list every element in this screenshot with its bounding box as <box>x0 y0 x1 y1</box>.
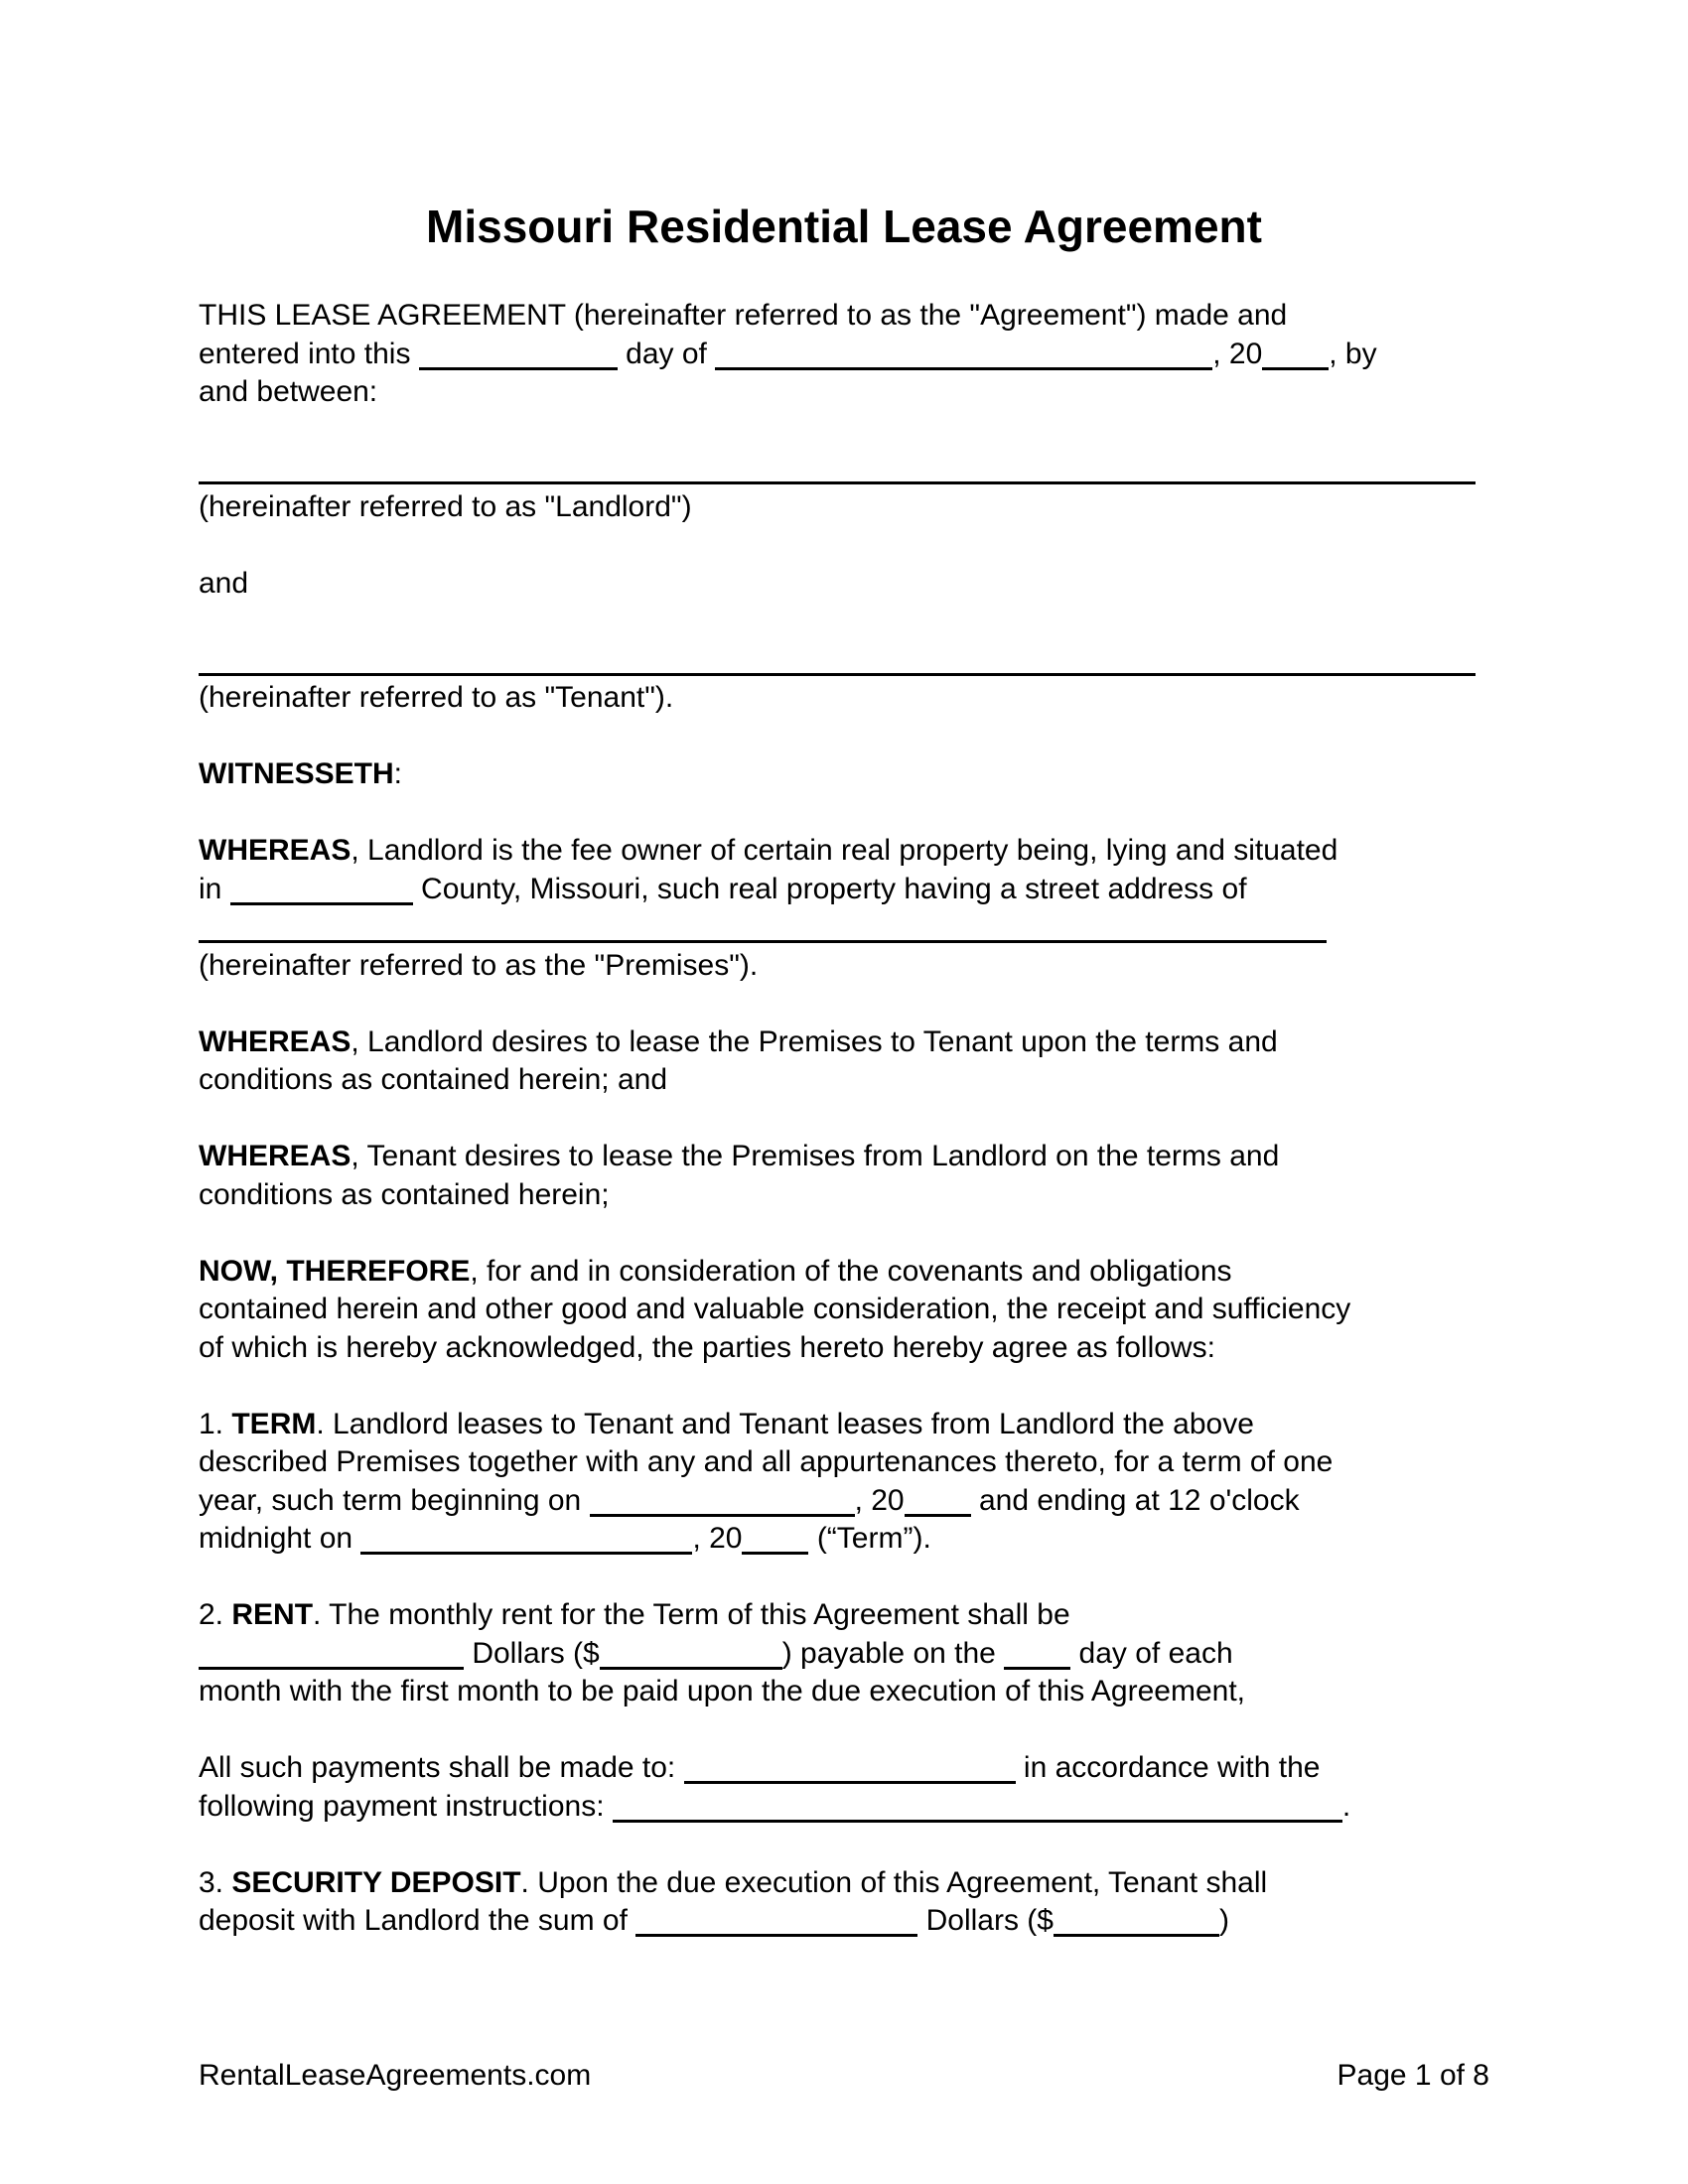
text-line <box>199 1596 1489 1635</box>
text-line <box>199 1138 1489 1176</box>
text-run: . Landlord leases to Tenant and Tenant leases from Landlord the above <box>316 1407 1254 1440</box>
text-line <box>199 641 1489 680</box>
text-run: entered into this <box>199 337 419 370</box>
text-line <box>199 412 1489 451</box>
text-run: , Landlord desires to lease the Premises to Tenant upon the terms and <box>351 1024 1278 1058</box>
text-line <box>199 488 1489 527</box>
text-line <box>199 1635 1489 1674</box>
text-run: deposit with Landlord the sum of <box>199 1904 636 1937</box>
text-line <box>199 297 1489 336</box>
text-line <box>199 755 1489 794</box>
text-run: : <box>393 757 403 790</box>
text-line <box>199 450 1489 488</box>
text-run: . Upon the due execution of this Agreement, Tenant shall <box>520 1865 1268 1899</box>
text-run: TERM <box>231 1407 317 1440</box>
text-run: and <box>199 566 249 600</box>
text-run: County, Missouri, such real property having a street address of <box>412 872 1247 905</box>
fill-in-blank <box>199 673 1476 676</box>
text-run: and ending at 12 o'clock <box>970 1483 1300 1517</box>
text-run: (“Term”). <box>808 1522 931 1555</box>
text-run: 1. <box>199 1407 232 1440</box>
text-run: WHEREAS <box>199 834 352 867</box>
text-line <box>199 336 1489 374</box>
text-line <box>199 1902 1489 1941</box>
text-line <box>199 1559 1489 1597</box>
text-run: WHEREAS <box>199 1140 352 1172</box>
text-run: 2. <box>199 1598 232 1631</box>
text-run: NOW, THEREFORE <box>199 1254 471 1288</box>
text-line <box>199 947 1489 986</box>
text-run: midnight on <box>199 1522 361 1555</box>
text-line <box>199 1367 1489 1406</box>
document-body <box>199 297 1489 1941</box>
text-run: , 20 <box>1212 337 1263 370</box>
text-line <box>199 1214 1489 1253</box>
text-run: conditions as contained herein; and <box>199 1063 668 1096</box>
text-line <box>199 1176 1489 1215</box>
fill-in-blank <box>199 940 1327 943</box>
text-line <box>199 1673 1489 1711</box>
text-line <box>199 1482 1489 1521</box>
text-run: WHEREAS <box>199 1024 352 1058</box>
text-line <box>199 1253 1489 1292</box>
fill-in-blank <box>635 1934 917 1937</box>
fill-in-blank <box>742 1552 808 1555</box>
text-run: described Premises together with any and all appurtenances thereto, for a term of one <box>199 1445 1334 1478</box>
text-run: ) <box>1218 1904 1229 1937</box>
fill-in-blank <box>199 1667 464 1670</box>
text-line <box>199 373 1489 412</box>
text-line <box>199 1711 1489 1750</box>
text-line <box>199 832 1489 871</box>
text-run: day of <box>617 337 716 370</box>
fill-in-blank <box>199 481 1476 484</box>
text-run: RENT <box>231 1598 314 1631</box>
text-run: day of each <box>1070 1636 1233 1670</box>
document-title: Missouri Residential Lease Agreement <box>426 201 1262 252</box>
text-line <box>199 718 1489 756</box>
text-run: and between: <box>199 375 378 408</box>
text-line <box>199 565 1489 604</box>
text-run: All such payments shall be made to: <box>199 1751 684 1784</box>
text-run: , 20 <box>692 1522 743 1555</box>
text-run: . The monthly rent for the Term of this Agreement shall be <box>313 1598 1070 1631</box>
text-line <box>199 1443 1489 1482</box>
text-run: in accordance with the <box>1015 1751 1321 1784</box>
text-line <box>199 1329 1489 1368</box>
text-line <box>199 1826 1489 1864</box>
text-run: conditions as contained herein; <box>199 1177 610 1211</box>
page-footer <box>199 2057 1489 2095</box>
text-line <box>199 985 1489 1024</box>
text-run: . <box>1341 1789 1351 1823</box>
text-run: (hereinafter referred to as "Landlord") <box>199 489 692 523</box>
text-run: ) payable on the <box>781 1636 1005 1670</box>
text-run: THIS LEASE AGREEMENT (hereinafter referred to as the "Agreement") made and <box>199 299 1288 332</box>
text-line <box>199 1061 1489 1100</box>
fill-in-blank <box>600 1667 782 1670</box>
fill-in-blank <box>684 1781 1016 1784</box>
footer-site-link[interactable]: RentalLeaseAgreements.com <box>199 2059 592 2092</box>
text-run: 3. <box>199 1865 232 1899</box>
fill-in-blank <box>230 902 413 905</box>
text-run: month with the first month to be paid upon the due execution of this Agreement, <box>199 1675 1245 1707</box>
text-run: in <box>199 872 230 905</box>
text-run: WITNESSETH <box>199 757 394 790</box>
fill-in-blank <box>715 367 1212 370</box>
fill-in-blank <box>419 367 618 370</box>
text-line <box>199 1864 1489 1903</box>
text-line <box>199 1749 1489 1788</box>
text-line <box>199 871 1489 909</box>
text-line <box>199 1100 1489 1139</box>
text-line <box>199 679 1489 718</box>
text-line <box>199 1788 1489 1827</box>
text-line <box>199 1024 1489 1062</box>
text-line <box>199 1406 1489 1444</box>
text-run: (hereinafter referred to as "Tenant"). <box>199 681 674 714</box>
text-line <box>199 526 1489 565</box>
footer-page-number: Page 1 of 8 <box>1336 2059 1489 2092</box>
text-run: , Landlord is the fee owner of certain real property being, lying and situated <box>351 834 1338 867</box>
fill-in-blank <box>905 1514 971 1517</box>
text-run: Dollars ($ <box>464 1636 600 1670</box>
text-run: SECURITY DEPOSIT <box>231 1865 521 1899</box>
text-run: , for and in consideration of the covenants and obligations <box>470 1254 1232 1288</box>
text-run: (hereinafter referred to as the "Premises"). <box>199 948 759 982</box>
fill-in-blank <box>590 1514 855 1517</box>
fill-in-blank <box>1262 367 1329 370</box>
text-line <box>199 1520 1489 1559</box>
fill-in-blank <box>613 1820 1342 1823</box>
text-run: contained herein and other good and valuable consideration, the receipt and sufficiency <box>199 1293 1351 1325</box>
fill-in-blank <box>1054 1934 1219 1937</box>
text-run: following payment instructions: <box>199 1789 613 1823</box>
text-run: of which is hereby acknowledged, the parties hereto hereby agree as follows: <box>199 1330 1215 1364</box>
text-line <box>199 1291 1489 1329</box>
fill-in-blank <box>360 1552 692 1555</box>
text-line <box>199 908 1489 947</box>
text-line <box>199 603 1489 641</box>
text-run: , 20 <box>854 1483 905 1517</box>
text-run: , Tenant desires to lease the Premises from Landlord on the terms and <box>351 1140 1280 1172</box>
text-run: , by <box>1329 337 1377 370</box>
document-content <box>199 199 1489 1941</box>
text-line <box>199 794 1489 833</box>
fill-in-blank <box>1004 1667 1070 1670</box>
text-run: year, such term beginning on <box>199 1483 590 1517</box>
text-run: Dollars ($ <box>917 1904 1054 1937</box>
